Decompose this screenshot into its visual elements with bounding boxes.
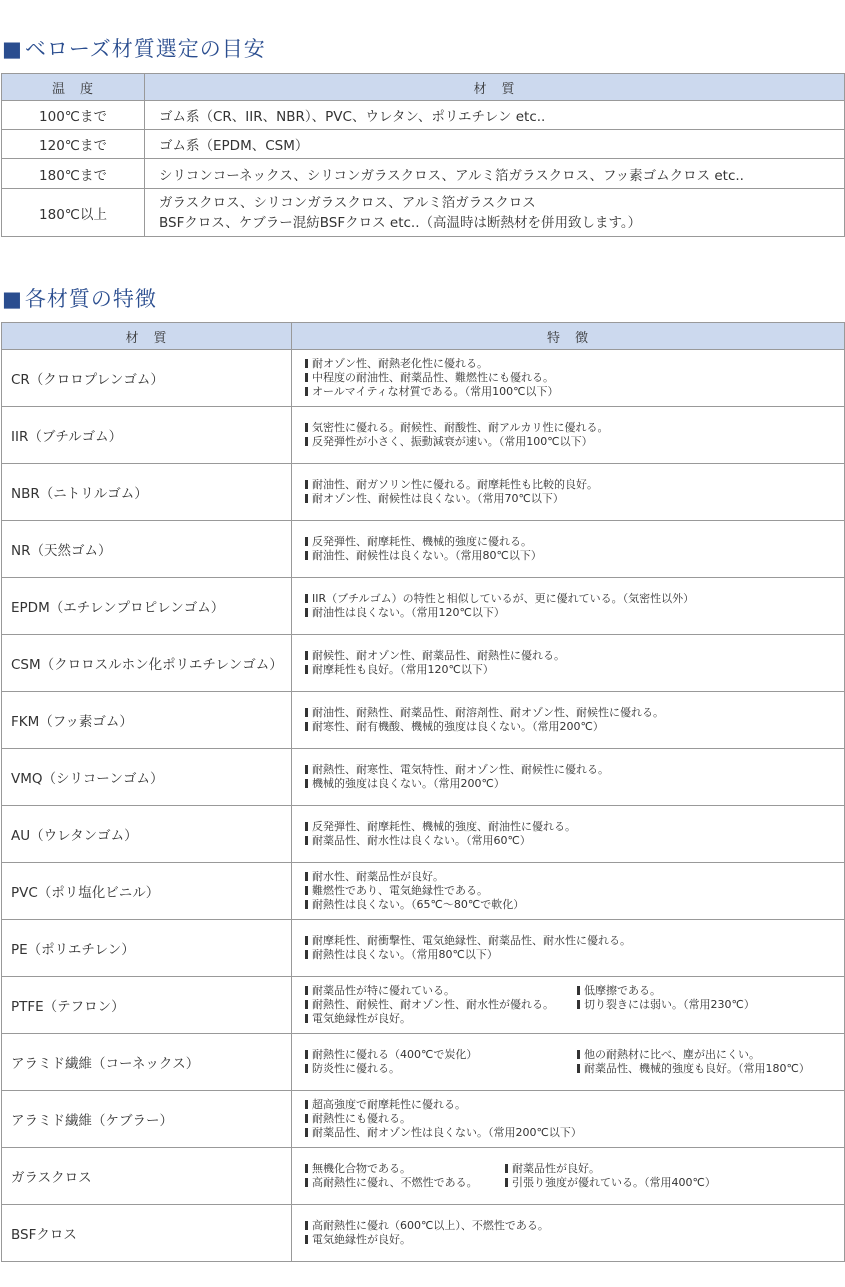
material-name-cell: アラミド繊維（ケブラー） <box>2 1091 292 1148</box>
temperature-cell: 180℃まで <box>2 159 145 189</box>
table-row <box>2 159 845 189</box>
material-name-cell: PVC（ポリ塩化ビニル） <box>2 863 292 920</box>
table-row <box>2 1148 845 1205</box>
features-column <box>505 1162 716 1190</box>
table-header-row <box>2 323 845 350</box>
material-name-cell: VMQ（シリコーンゴム） <box>2 749 292 806</box>
feature-item: 耐熱性にも優れる。 <box>305 1112 844 1126</box>
features-column <box>577 1048 810 1076</box>
material-text: ゴム系（CR、IIR、NBR）、PVC、ウレタン、ポリエチレン etc.. <box>159 109 546 125</box>
material-name-cell: PTFE（テフロン） <box>2 977 292 1034</box>
material-name-cell: FKM（フッ素ゴム） <box>2 692 292 749</box>
feature-item: 耐薬品性が特に優れている。 <box>305 984 577 998</box>
features-cell <box>292 578 845 635</box>
table-row <box>2 692 845 749</box>
feature-item: 耐熱性、耐寒性、電気特性、耐オゾン性、耐候性に優れる。 <box>305 763 844 777</box>
material-name-cell: PE（ポリエチレン） <box>2 920 292 977</box>
features-cell <box>292 806 845 863</box>
table-row <box>2 749 845 806</box>
feature-item: 防炎性に優れる。 <box>305 1062 577 1076</box>
feature-item: 耐候性、耐オゾン性、耐薬品性、耐熱性に優れる。 <box>305 649 844 663</box>
material-text: シリコンコーネックス、シリコンガラスクロス、アルミ箔ガラスクロス、フッ素ゴムクロス etc.. <box>159 167 744 184</box>
feature-item: 耐熱性は良くない。（常用80℃以下） <box>305 948 844 962</box>
square-bullet-icon: ■ <box>2 37 23 61</box>
table-row <box>2 806 845 863</box>
feature-item: 引張り強度が優れている。（常用400℃） <box>505 1176 716 1190</box>
material-name-cell: アラミド繊維（コーネックス） <box>2 1034 292 1091</box>
features-two-column <box>305 984 844 1026</box>
feature-item: 耐熱性に優れる（400℃で炭化） <box>305 1048 577 1062</box>
material-name-cell: CSM（クロロスルホン化ポリエチレンゴム） <box>2 635 292 692</box>
table-row <box>2 977 845 1034</box>
features-cell <box>292 521 845 578</box>
section-title-material-features <box>2 283 157 313</box>
section-title-text: 各材質の特徴 <box>24 287 157 311</box>
feature-item: 耐水性、耐薬品性が良好。 <box>305 870 844 884</box>
feature-item: 耐油性、耐ガソリン性に優れる。耐摩耗性も比較的良好。 <box>305 478 844 492</box>
feature-item: オールマイティな材質である。（常用100℃以下） <box>305 385 844 399</box>
table-row <box>2 1205 845 1262</box>
features-cell <box>292 1034 845 1091</box>
features-cell <box>292 863 845 920</box>
features-column <box>577 984 755 1026</box>
feature-item: 気密性に優れる。耐候性、耐酸性、耐アルカリ性に優れる。 <box>305 421 844 435</box>
feature-item: 他の耐熱材に比べ、塵が出にくい。 <box>577 1048 810 1062</box>
features-cell <box>292 1148 845 1205</box>
header-material: 材 質 <box>145 74 845 101</box>
feature-item: IIR（ブチルゴム）の特性と相似しているが、更に優れている。（気密性以外） <box>305 592 844 606</box>
features-column <box>305 1162 505 1190</box>
table-row <box>2 407 845 464</box>
header-material: 材 質 <box>2 323 292 350</box>
material-cell <box>145 159 845 189</box>
material-cell <box>145 189 845 237</box>
square-bullet-icon: ■ <box>2 287 23 311</box>
features-two-column <box>305 1162 844 1190</box>
feature-item: 耐油性、耐候性は良くない。（常用80℃以下） <box>305 549 844 563</box>
table-row <box>2 1034 845 1091</box>
material-text: ガラスクロス、シリコンガラスクロス、アルミ箔ガラスクロス <box>159 194 536 211</box>
feature-item: 反発弾性、耐摩耗性、機械的強度に優れる。 <box>305 535 844 549</box>
table-row <box>2 1091 845 1148</box>
feature-item: 耐熱性は良くない。（65℃～80℃で軟化） <box>305 898 844 912</box>
table-row <box>2 521 845 578</box>
header-temperature: 温 度 <box>2 74 145 101</box>
feature-item: 高耐熱性に優れ（600℃以上）、不燃性である。 <box>305 1219 844 1233</box>
material-text: ゴム系（EPDM、CSM） <box>159 138 309 154</box>
feature-item: 耐油性、耐熱性、耐薬品性、耐溶剤性、耐オゾン性、耐候性に優れる。 <box>305 706 844 720</box>
features-column <box>305 1048 577 1076</box>
material-cell <box>145 130 845 159</box>
material-name-cell: AU（ウレタンゴム） <box>2 806 292 863</box>
temperature-material-table <box>1 73 845 237</box>
feature-item: 電気絶縁性が良好。 <box>305 1233 844 1247</box>
feature-item: 耐薬品性、機械的強度も良好。（常用180℃） <box>577 1062 810 1076</box>
material-name-cell: BSFクロス <box>2 1205 292 1262</box>
feature-item: 高耐熱性に優れ、不燃性である。 <box>305 1176 505 1190</box>
material-features-table <box>1 322 845 1262</box>
feature-item: 耐薬品性、耐水性は良くない。（常用60℃） <box>305 834 844 848</box>
feature-item: 耐オゾン性、耐熱老化性に優れる。 <box>305 357 844 371</box>
table-row <box>2 464 845 521</box>
material-name-cell: ガラスクロス <box>2 1148 292 1205</box>
temperature-cell: 100℃まで <box>2 101 145 130</box>
feature-item: 耐薬品性、耐オゾン性は良くない。（常用200℃以下） <box>305 1126 844 1140</box>
header-features: 特 徴 <box>292 323 845 350</box>
features-cell <box>292 1091 845 1148</box>
material-name-cell: IIR（ブチルゴム） <box>2 407 292 464</box>
section-title-material-selection <box>2 33 266 63</box>
features-two-column <box>305 1048 844 1076</box>
feature-item: 中程度の耐油性、耐薬品性、難燃性にも優れる。 <box>305 371 844 385</box>
table-header-row <box>2 74 845 101</box>
table-row <box>2 130 845 159</box>
material-name-cell: NR（天然ゴム） <box>2 521 292 578</box>
feature-item: 耐摩耗性も良好。（常用120℃以下） <box>305 663 844 677</box>
material-name-cell: NBR（ニトリルゴム） <box>2 464 292 521</box>
feature-item: 耐熱性、耐候性、耐オゾン性、耐水性が優れる。 <box>305 998 577 1012</box>
feature-item: 耐摩耗性、耐衝撃性、電気絶縁性、耐薬品性、耐水性に優れる。 <box>305 934 844 948</box>
table-row <box>2 350 845 407</box>
feature-item: 機械的強度は良くない。（常用200℃） <box>305 777 844 791</box>
features-cell <box>292 920 845 977</box>
table-row <box>2 578 845 635</box>
feature-item: 反発弾性、耐摩耗性、機械的強度、耐油性に優れる。 <box>305 820 844 834</box>
material-text: BSFクロス、ケブラー混紡BSFクロス etc..（高温時は断熱材を併用致します。） <box>159 214 642 231</box>
feature-item: 電気絶縁性が良好。 <box>305 1012 577 1026</box>
feature-item: 耐オゾン性、耐候性は良くない。（常用70℃以下） <box>305 492 844 506</box>
features-cell <box>292 464 845 521</box>
feature-item: 反発弾性が小さく、振動減衰が速い。（常用100℃以下） <box>305 435 844 449</box>
features-cell <box>292 977 845 1034</box>
feature-item: 無機化合物である。 <box>305 1162 505 1176</box>
material-cell <box>145 101 845 130</box>
features-cell <box>292 1205 845 1262</box>
feature-item: 耐寒性、耐有機酸、機械的強度は良くない。（常用200℃） <box>305 720 844 734</box>
temperature-cell: 120℃まで <box>2 130 145 159</box>
features-cell <box>292 749 845 806</box>
features-cell <box>292 635 845 692</box>
section-title-text: ベローズ材質選定の目安 <box>24 37 266 61</box>
feature-item: 超高強度で耐摩耗性に優れる。 <box>305 1098 844 1112</box>
features-cell <box>292 350 845 407</box>
feature-item: 切り裂きには弱い。（常用230℃） <box>577 998 755 1012</box>
features-cell <box>292 692 845 749</box>
features-column <box>305 984 577 1026</box>
material-name-cell: EPDM（エチレンプロピレンゴム） <box>2 578 292 635</box>
feature-item: 耐油性は良くない。（常用120℃以下） <box>305 606 844 620</box>
table-row <box>2 101 845 130</box>
table-row <box>2 635 845 692</box>
feature-item: 耐薬品性が良好。 <box>505 1162 716 1176</box>
material-name-cell: CR（クロロプレンゴム） <box>2 350 292 407</box>
table-row <box>2 920 845 977</box>
temperature-cell: 180℃以上 <box>2 189 145 237</box>
table-row <box>2 189 845 237</box>
table-row <box>2 863 845 920</box>
feature-item: 低摩擦である。 <box>577 984 755 998</box>
feature-item: 難燃性であり、電気絶縁性である。 <box>305 884 844 898</box>
features-cell <box>292 407 845 464</box>
